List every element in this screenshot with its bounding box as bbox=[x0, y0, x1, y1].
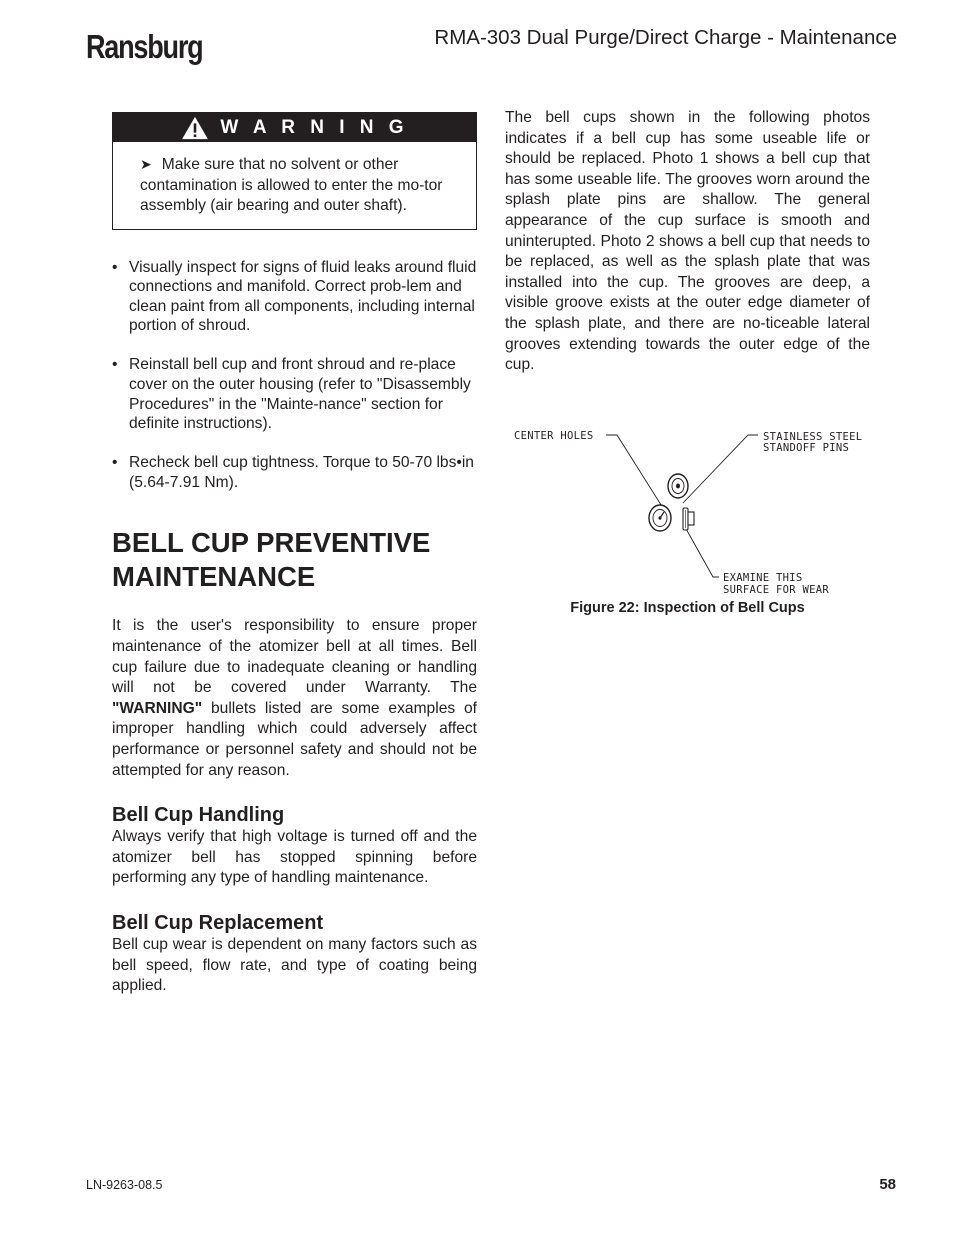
replacement-text: Bell cup wear is dependent on many factors such as bell speed, flow rate, and type of coating being applied. bbox=[112, 935, 477, 995]
right-column bbox=[505, 108, 870, 376]
left-column bbox=[112, 112, 477, 997]
doc-number: LN-9263-08.5 bbox=[86, 1178, 163, 1192]
brand-logo: Ransburg bbox=[86, 28, 203, 65]
warning-label: W A R N I N G bbox=[220, 116, 409, 138]
replacement-heading: Bell Cup Replacement bbox=[112, 911, 324, 934]
label-pins-line2: STANDOFF PINS bbox=[763, 442, 850, 454]
warning-header bbox=[113, 113, 476, 142]
splash-plate bbox=[683, 508, 694, 530]
bell-cup-figure bbox=[505, 420, 870, 605]
maintenance-bullets bbox=[112, 258, 477, 493]
bullet-dot: • bbox=[112, 258, 118, 276]
list-item: • Visually inspect for signs of fluid leaks around fluid connections and manifold. Correct prob-lem and clean paint from all components, including internal portion of shroud. bbox=[112, 258, 477, 335]
arrow-bullet-icon: ➤ bbox=[140, 156, 152, 172]
bullet-dot: • bbox=[112, 356, 118, 374]
leader-lines bbox=[606, 435, 758, 577]
page-header-title: RMA-303 Dual Purge/Direct Charge - Maintenance bbox=[434, 26, 897, 49]
list-item: • Recheck bell cup tightness. Torque to 50-70 lbs•in (5.64-7.91 Nm). bbox=[112, 454, 474, 491]
section-title: BELL CUP PREVENTIVE MAINTENANCE bbox=[112, 527, 431, 593]
warning-box bbox=[112, 112, 477, 230]
bell-cup-photo-1 bbox=[668, 474, 688, 498]
bullet-dot: • bbox=[112, 454, 118, 472]
list-item: • Reinstall bell cup and front shroud and re-place cover on the outer housing (refer to "Disassembly Procedures" in the "Mainte-nance" section for definite instructions). bbox=[112, 356, 471, 433]
bell-cup-photo-2 bbox=[649, 505, 671, 531]
warning-text bbox=[113, 142, 476, 229]
page-number: 58 bbox=[879, 1176, 896, 1193]
label-examine-line1: EXAMINE THIS bbox=[723, 572, 803, 584]
handling-text: Always verify that high voltage is turned off and the atomizer bell has stopped spinning before performing any type of handling maintenance. bbox=[112, 828, 477, 887]
figure-caption: Figure 22: Inspection of Bell Cups bbox=[570, 600, 805, 616]
label-examine-line2: SURFACE FOR WEAR bbox=[723, 584, 829, 596]
warning-message: Make sure that no solvent or other contamination is allowed to enter the mo-tor assembly (air bearing and outer shaft). bbox=[140, 156, 443, 214]
label-pins-line1: STAINLESS STEEL bbox=[763, 431, 863, 443]
inspection-paragraph: The bell cups shown in the following photos indicates if a bell cup has some useable life or should be replaced. Photo 1 shows a bell cup that has some useable life. The grooves worn around the splash plate pins are shallow. The general appearance of the cup surface is smooth and uninterupted. Photo 2 shows a bell cup that needs to be replaced, as well as the splash plate that was installed into the cup. The grooves are deep, a visible groove exists at the outer edge diameter of the splash plate, and there are no-ticeable lateral grooves extending towards the outer edge of the cup. bbox=[505, 109, 870, 374]
handling-heading: Bell Cup Handling bbox=[112, 804, 285, 827]
section-intro: It is the user's responsibility to ensure proper maintenance of the atomizer bell at all times. Bell cup failure due to inadequate cleaning or handling will not be covered under Warranty. The "WARNING" bullets listed are some examples of improper handling which could adversely affect performance or personnel safety and should not be attempted for any reason. bbox=[112, 617, 477, 779]
label-center-holes: CENTER HOLES bbox=[514, 430, 594, 442]
warning-triangle-icon bbox=[180, 116, 210, 140]
